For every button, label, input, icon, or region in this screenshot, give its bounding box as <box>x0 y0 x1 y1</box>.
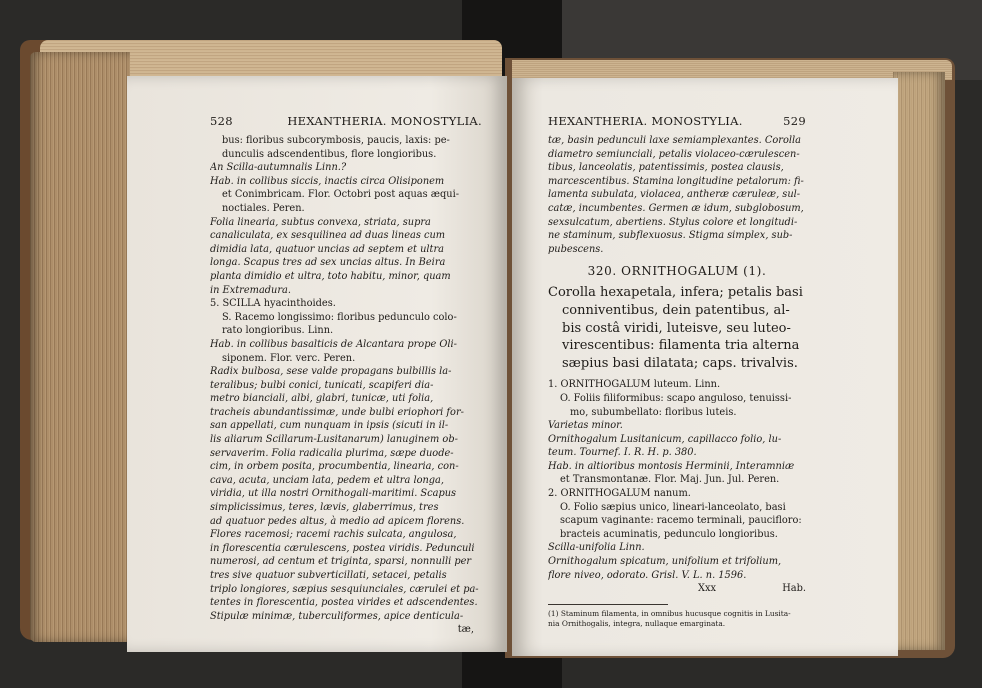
footnote-rule <box>548 604 668 605</box>
text-line: 2. ORNITHOGALUM nanum. <box>548 488 691 500</box>
text-line: et Conimbricam. Flor. Octobri post aquas æqui- <box>222 189 460 201</box>
text-line: et Transmontanæ. Flor. Maj. Jun. Jul. Peren. <box>560 474 780 486</box>
text-line: marcescentibus. Stamina longitudine petalorum: fi- <box>548 175 804 187</box>
text-line: ad quatuor pedes altus, à medio ad apicem florens. <box>210 515 465 527</box>
genus-line: conniventibus, dein patentibus, al- <box>562 302 790 318</box>
text-line: cava, acuta, unciam lata, pedem et ultra longa, <box>210 474 445 486</box>
text-line: san appellati, cum nunquam in ipsis (sicuti in il- <box>210 420 449 432</box>
text-line: Stipulæ minimæ, tuberculiformes, apice denticula- <box>210 610 464 622</box>
text-line: tres sive quatuor subverticillati, setacei, petalis <box>210 570 447 581</box>
right-page-number: 529 <box>783 114 806 128</box>
right-running-head <box>548 114 806 128</box>
right-page-text <box>548 114 806 629</box>
text-line: diametro semiunciali, petalis violaceo-cærulescen- <box>548 148 800 160</box>
right-running-title: HEXANTHERIA. MONOSTYLIA. <box>548 114 743 128</box>
text-line: tæ, basin pedunculi laxe semiamplexantes. Corolla <box>548 135 801 146</box>
text-line: cim, in orbem posita, procumbentia, linearia, con- <box>210 461 459 473</box>
genus-line: virescentibus: filamenta tria alterna <box>562 338 800 354</box>
footnote-line: (1) Staminum filamenta, in omnibus hucusque cognitis in Lusita- <box>548 608 791 618</box>
left-running-head <box>210 114 482 128</box>
left-page-edges <box>30 52 130 642</box>
left-body <box>210 134 482 623</box>
text-line: catæ, incumbentes. Germen æ idum, subglobosum, <box>548 202 804 214</box>
text-line: Ornithogalum spicatum, unifolium et trifolium, <box>548 556 782 568</box>
left-catchword: tæ, <box>457 624 474 636</box>
text-line: lis aliarum Scillarum-Lusitanarum) lanuginem ob- <box>210 434 458 446</box>
text-line: mo, subumbellato: floribus luteis. <box>570 406 737 418</box>
text-line: triplo longiores, sæpius sesquiunciales, cærulei et pa- <box>210 583 479 595</box>
footnote <box>548 609 806 629</box>
text-line: sexsulcatum, abertiens. Stylus colore et longitudi- <box>548 216 798 228</box>
text-line: 5. SCILLA hyacinthoides. <box>210 298 336 310</box>
signature-mark: Xxx <box>698 583 717 595</box>
text-line: An Scilla-autumnalis Linn.? <box>210 162 347 174</box>
right-page-stack-top <box>512 60 952 80</box>
left-running-title: HEXANTHERIA. MONOSTYLIA. <box>287 114 482 128</box>
text-line: noctiales. Peren. <box>222 202 305 214</box>
right-body-top <box>548 134 806 256</box>
right-body-bottom <box>548 378 806 582</box>
text-line: rato longioribus. Linn. <box>222 325 334 337</box>
text-line: Scilla-unifolia Linn. <box>548 542 645 554</box>
signature-line <box>548 582 806 596</box>
text-line: numerosi, ad centum et triginta, sparsi, nonnulli per <box>210 556 472 568</box>
text-line: lamenta subulata, violacea, antheræ cæruleæ, sul- <box>548 189 801 201</box>
genus-heading: 320. ORNITHOGALUM (1). <box>587 264 767 279</box>
text-line: Ornithogalum Lusitanicum, capillacco folio, lu- <box>548 433 782 445</box>
text-line: pubescens. <box>548 243 604 255</box>
text-line: servaverim. Folia radicalia plurima, sæpe duode- <box>210 447 454 459</box>
text-line: Radix bulbosa, sese valde propagans bulbillis la- <box>210 366 452 378</box>
left-page-number: 528 <box>210 114 233 128</box>
text-line: planta dimidio et ultra, toto habitu, minor, quam <box>210 270 451 282</box>
genus-line: bis costâ viridi, luteisve, seu luteo- <box>562 320 791 336</box>
text-line: Varietas minor. <box>548 420 623 432</box>
text-line: dimidia lata, quatuor uncias ad septem et ultra <box>210 243 444 255</box>
text-line: tracheis abundantissimæ, unde bulbi eriophori for- <box>210 406 464 418</box>
text-line: flore niveo, odorato. Grisl. V. L. n. 1596. <box>548 569 747 581</box>
text-line: Flores racemosi; racemi rachis sulcata, angulosa, <box>210 529 457 541</box>
text-line: Hab. in collibus siccis, inactis circa Olisiponem <box>210 175 445 187</box>
genus-line: Corolla hexapetala, infera; petalis basi <box>548 285 803 301</box>
text-line: 1. ORNITHOGALUM luteum. Linn. <box>548 379 721 391</box>
footnote-line: nia Ornithogalis, integra, nullaque emarginata. <box>548 618 726 628</box>
text-line: Hab. in collibus basalticis de Alcantara prope Oli- <box>210 338 457 350</box>
text-line: Folia linearia, subtus convexa, striata, supra <box>210 216 431 228</box>
left-page-text <box>210 114 482 637</box>
right-page-edges <box>893 72 945 650</box>
text-line: in Extremadura. <box>210 284 292 296</box>
text-line: canaliculata, ex sesquilinea ad duas lineas cum <box>210 230 446 242</box>
text-line: O. Foliis filiformibus: scapo anguloso, tenuissi- <box>560 392 792 404</box>
text-line: longa. Scapus tres ad sex uncias altus. In Beira <box>210 257 446 269</box>
text-line: viridia, ut illa nostri Ornithogali-maritimi. Scapus <box>210 488 457 500</box>
text-line: in florescentia cærulescens, postea viridis. Pedunculi <box>210 542 475 554</box>
text-line: dunculis adscendentibus, flore longioribus. <box>222 148 437 160</box>
text-line: scapum vaginante: racemo terminali, paucifloro: <box>560 515 802 527</box>
text-line: teralibus; bulbi conici, tunicati, scapiferi dia- <box>210 379 434 391</box>
text-line: tibus, lanceolatis, patentissimis, postea clausis, <box>548 162 784 174</box>
text-line: ne staminum, subflexuosus. Stigma simplex, sub- <box>548 230 793 242</box>
text-line: Hab. in altioribus montosis Herminii, Interamniæ <box>548 460 795 472</box>
text-line: bracteis acuminatis, pedunculo longioribus. <box>560 528 778 540</box>
text-line: simplicissimus, teres, lævis, glaberrimus, tres <box>210 502 439 514</box>
text-line: metro bianciali, albi, glabri, tunicæ, uti folia, <box>210 393 434 405</box>
text-line: siponem. Flor. verc. Peren. <box>222 352 356 364</box>
text-line: O. Folio sæpius unico, lineari-lanceolato, basi <box>560 501 786 513</box>
right-catchword: Hab. <box>782 583 806 595</box>
text-line: teum. Tournef. I. R. H. p. 380. <box>548 447 697 459</box>
text-line: bus: floribus subcorymbosis, paucis, laxis: pe- <box>222 135 450 146</box>
genus-line: sæpius basi dilatata; caps. trivalvis. <box>562 355 798 371</box>
text-line: tentes in florescentia, postea virides et adscendentes. <box>210 597 478 609</box>
genus-description <box>548 284 806 372</box>
text-line: S. Racemo longissimo: floribus pedunculo colo- <box>222 311 457 323</box>
